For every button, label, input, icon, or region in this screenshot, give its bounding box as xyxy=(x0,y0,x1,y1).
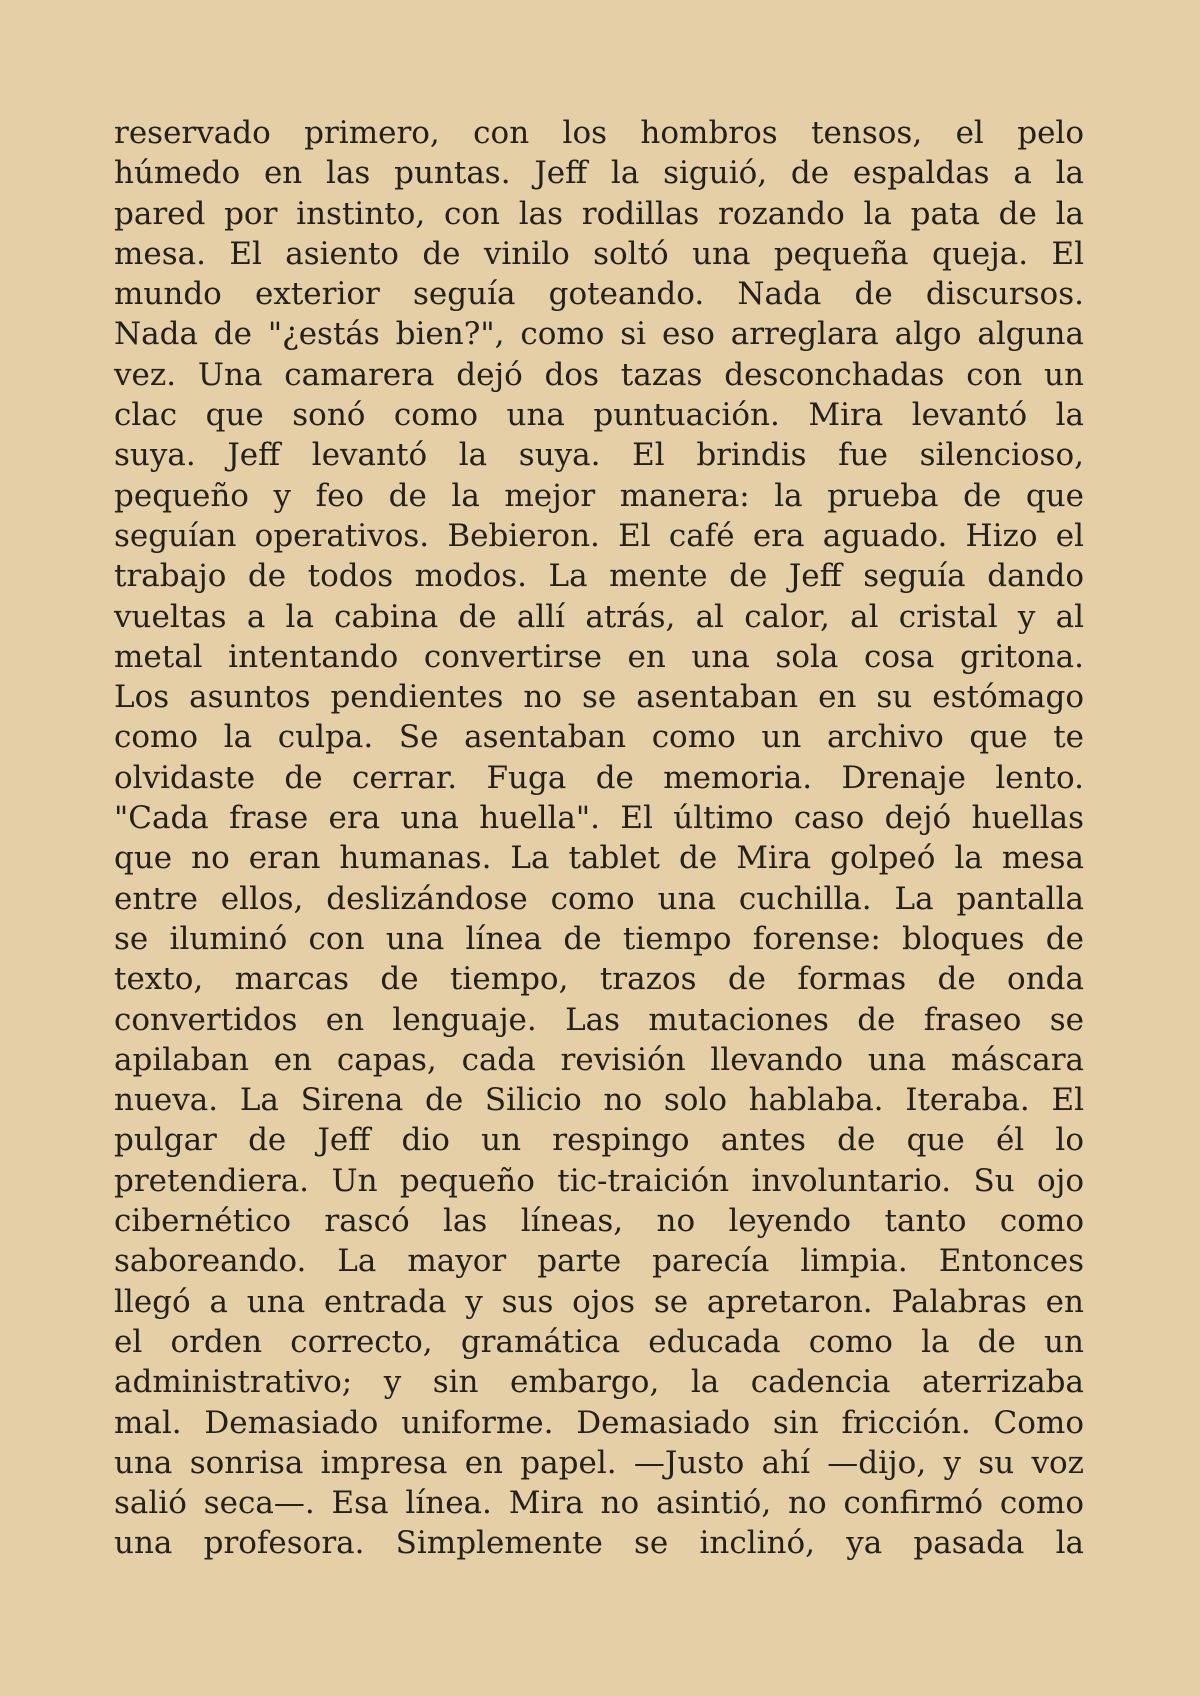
text-line: pared por instinto, con las rodillas rozando la pata de la xyxy=(114,195,1084,232)
text-line: Los asuntos pendientes no se asentaban en su estómago xyxy=(114,679,1084,716)
text-line: clac que sonó como una puntuación. Mira levantó la xyxy=(114,397,1084,434)
text-line: metal intentando convertirse en una sola cosa gritona. xyxy=(114,638,1084,675)
text-line: "Cada frase era una huella". El último caso dejó huellas xyxy=(114,800,1084,837)
text-line: pulgar de Jeff dio un respingo antes de que él lo xyxy=(114,1122,1084,1159)
text-line: vueltas a la cabina de allí atrás, al calor, al cristal y al xyxy=(114,598,1084,635)
text-line: pretendiera. Un pequeño tic-traición involuntario. Su ojo xyxy=(114,1162,1084,1199)
text-line: el orden correcto, gramática educada como la de un xyxy=(114,1323,1084,1360)
text-line: apilaban en capas, cada revisión llevando una máscara xyxy=(114,1041,1084,1078)
text-line: mesa. El asiento de vinilo soltó una pequeña queja. El xyxy=(114,235,1084,272)
text-line: nueva. La Sirena de Silicio no solo hablaba. Iteraba. El xyxy=(114,1082,1084,1119)
text-line: mundo exterior seguía goteando. Nada de discursos. xyxy=(114,276,1084,313)
text-line: salió seca—. Esa línea. Mira no asintió, no confirmó como xyxy=(114,1485,1084,1522)
text-line: que no eran humanas. La tablet de Mira golpeó la mesa xyxy=(114,840,1084,877)
text-line: reservado primero, con los hombros tensos, el pelo xyxy=(114,115,1084,151)
text-line: Nada de "¿estás bien?", como si eso arreglara algo alguna xyxy=(114,316,1084,353)
text-line: administrativo; y sin embargo, la cadencia aterrizaba xyxy=(114,1364,1084,1401)
text-line: una sonrisa impresa en papel. —Justo ahí —dijo, y su voz xyxy=(114,1444,1084,1481)
text-line: húmedo en las puntas. Jeff la siguió, de espaldas a la xyxy=(114,155,1084,192)
text-line: saboreando. La mayor parte parecía limpia. Entonces xyxy=(114,1243,1084,1280)
text-line: convertidos en lenguaje. Las mutaciones de fraseo se xyxy=(114,1001,1084,1038)
text-line: pequeño y feo de la mejor manera: la prueba de que xyxy=(114,477,1084,514)
text-line: llegó a una entrada y sus ojos se apretaron. Palabras en xyxy=(114,1283,1084,1320)
text-line: una profesora. Simplemente se inclinó, ya pasada la xyxy=(114,1525,1084,1562)
text-line: trabajo de todos modos. La mente de Jeff seguía dando xyxy=(114,558,1084,595)
text-line: vez. Una camarera dejó dos tazas desconchadas con un xyxy=(114,356,1084,393)
text-line: texto, marcas de tiempo, trazos de formas de onda xyxy=(114,961,1084,998)
text-line: suya. Jeff levantó la suya. El brindis fue silencioso, xyxy=(114,437,1084,474)
text-line: como la culpa. Se asentaban como un archivo que te xyxy=(114,719,1084,756)
text-line: entre ellos, deslizándose como una cuchilla. La pantalla xyxy=(114,880,1084,917)
text-line: se iluminó con una línea de tiempo forense: bloques de xyxy=(114,920,1084,957)
text-line: olvidaste de cerrar. Fuga de memoria. Drenaje lento. xyxy=(114,759,1084,796)
text-line: seguían operativos. Bebieron. El café era aguado. Hizo el xyxy=(114,517,1084,554)
text-line: mal. Demasiado uniforme. Demasiado sin fricción. Como xyxy=(114,1404,1084,1441)
text-line: cibernético rascó las líneas, no leyendo tanto como xyxy=(114,1203,1084,1240)
body-text xyxy=(114,113,1084,1564)
